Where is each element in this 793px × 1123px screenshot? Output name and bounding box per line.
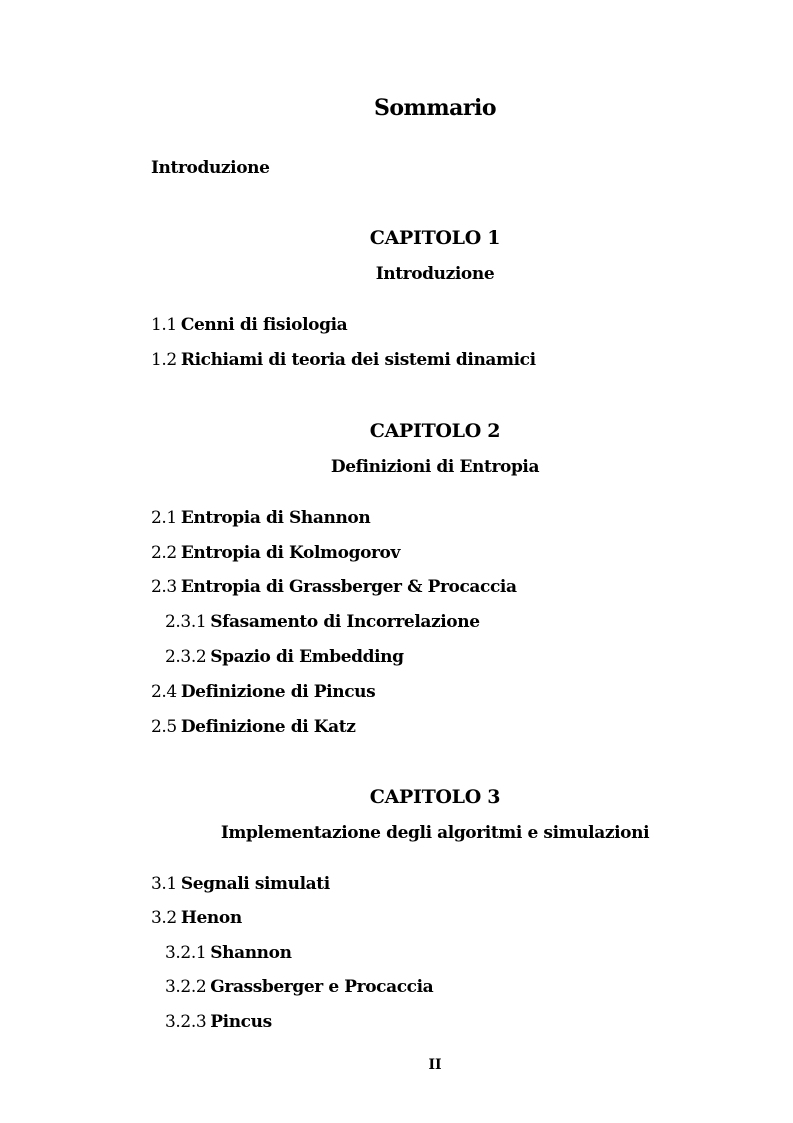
toc-entry-number: 3.2	[151, 908, 177, 928]
chapter-2-subtitle: Definizioni di Entropia	[330, 457, 540, 477]
toc-subentry	[165, 945, 292, 962]
toc-entry-number: 2.5	[151, 717, 177, 737]
toc-entry-label: Spazio di Embedding	[210, 647, 404, 667]
toc-entry-label: Grassberger e Procaccia	[210, 977, 434, 997]
toc-entry-number: 2.1	[151, 508, 177, 528]
toc-entry-label: Entropia di Kolmogorov	[180, 543, 400, 563]
toc-entry-number: 3.2.3	[165, 1012, 207, 1032]
toc-entry-label: Pincus	[210, 1012, 272, 1032]
toc-entry-label: Entropia di Shannon	[180, 508, 371, 528]
toc-entry	[151, 352, 536, 369]
toc-entry-label: Introduzione	[151, 158, 270, 178]
toc-entry-number: 2.3.1	[165, 612, 207, 632]
toc-entry-label: Definizione di Katz	[180, 717, 356, 737]
toc-entry-label: Shannon	[210, 943, 292, 963]
toc-entry	[151, 910, 242, 927]
chapter-3-subtitle: Implementazione degli algoritmi e simulazioni	[220, 823, 650, 843]
toc-entry-label: Henon	[180, 908, 242, 928]
toc-entry-number: 3.2.1	[165, 943, 207, 963]
toc-subentry	[165, 979, 433, 996]
toc-entry	[151, 876, 330, 893]
toc-entry	[151, 317, 347, 334]
chapter-3-heading: CAPITOLO 3	[369, 786, 501, 808]
page-title: Sommario	[374, 95, 496, 121]
toc-entry-number: 2.3	[151, 577, 177, 597]
intro-entry	[151, 160, 270, 177]
toc-entry-number: 2.4	[151, 682, 177, 702]
toc-entry-label: Entropia di Grassberger & Procaccia	[180, 577, 517, 597]
toc-entry	[151, 579, 517, 596]
toc-entry-number: 3.2.2	[165, 977, 207, 997]
toc-entry-label: Cenni di fisiologia	[180, 315, 348, 335]
page-number: II	[428, 1057, 442, 1073]
toc-subentry	[165, 614, 480, 631]
toc-entry-number: 2.2	[151, 543, 177, 563]
toc-entry	[151, 684, 375, 701]
toc-entry-number: 2.3.2	[165, 647, 207, 667]
chapter-1-subtitle: Introduzione	[375, 264, 495, 284]
toc-entry	[151, 719, 356, 736]
toc-subentry	[165, 1014, 272, 1031]
toc-entry-number: 1.1	[151, 315, 177, 335]
toc-entry-number: 1.2	[151, 350, 177, 370]
toc-entry-label: Definizione di Pincus	[180, 682, 376, 702]
chapter-2-heading: CAPITOLO 2	[369, 420, 501, 442]
chapter-1-heading: CAPITOLO 1	[369, 227, 501, 249]
toc-entry-label: Segnali simulati	[180, 874, 330, 894]
toc-entry-label: Sfasamento di Incorrelazione	[210, 612, 480, 632]
toc-subentry	[165, 649, 404, 666]
toc-entry	[151, 510, 370, 527]
toc-entry-number: 3.1	[151, 874, 177, 894]
toc-entry	[151, 545, 400, 562]
toc-entry-label: Richiami di teoria dei sistemi dinamici	[180, 350, 536, 370]
